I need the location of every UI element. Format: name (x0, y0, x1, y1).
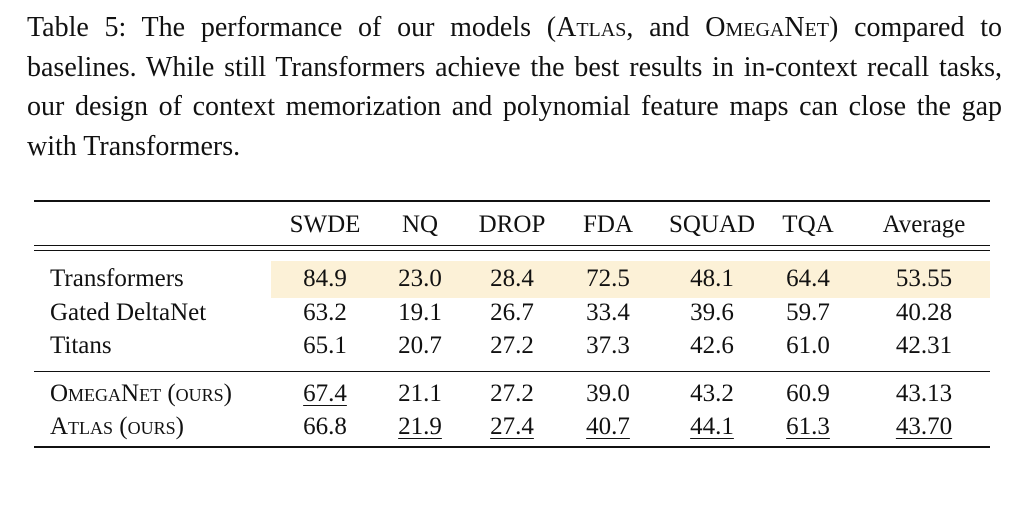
table-cell (280, 379, 370, 409)
table-cell (280, 264, 370, 294)
cell-value: 64.4 (786, 265, 830, 292)
row-model-name: Transformers (50, 265, 184, 292)
cell-value: 37.3 (586, 332, 630, 359)
table-cell (763, 379, 853, 409)
table-cell (467, 298, 557, 328)
table-cell (467, 379, 557, 409)
table-cell (667, 379, 757, 409)
column-header: SQUAD (668, 211, 756, 238)
row-model-name: OmegaNet (ours) (50, 380, 233, 407)
table-caption (27, 8, 1002, 166)
table-cell (467, 331, 557, 361)
cell-value: 20.7 (398, 332, 442, 359)
row-model-name: Atlas (ours) (50, 413, 184, 440)
table-cell (467, 264, 557, 294)
cell-value: 40.28 (895, 299, 953, 326)
cell-value: 59.7 (786, 299, 830, 326)
cell-value: 27.4 (490, 413, 534, 440)
table-cell (375, 379, 465, 409)
cell-value: 84.9 (303, 265, 347, 292)
cell-value: 53.55 (895, 265, 953, 292)
column-header: TQA (782, 211, 834, 238)
cell-value: 61.0 (786, 332, 830, 359)
cell-value: 43.13 (895, 380, 953, 407)
cell-value: 66.8 (303, 413, 347, 440)
table-cell (280, 331, 370, 361)
cell-value: 39.6 (690, 299, 734, 326)
table-cell (280, 298, 370, 328)
cell-value: 39.0 (586, 380, 630, 407)
table-cell (467, 412, 557, 442)
cell-value: 27.2 (490, 380, 534, 407)
column-header: FDA (582, 211, 633, 238)
cell-value: 72.5 (586, 265, 630, 292)
cell-value: 43.70 (895, 413, 953, 440)
cell-value: 43.2 (690, 380, 734, 407)
table-cell (879, 379, 969, 409)
table-cell (563, 379, 653, 409)
cell-value: 19.1 (398, 299, 442, 326)
header-rule-2 (34, 250, 990, 251)
table-cell (879, 264, 969, 294)
table-cell (763, 331, 853, 361)
cell-value: 23.0 (398, 265, 442, 292)
table-cell (563, 412, 653, 442)
caption-text-3: ) compared to baselines. While still Transformers achieve the best results in in-context recall tasks, our design of context memorization and polynomial feature maps can close the gap with Transformers. (27, 12, 1003, 162)
cell-value: 65.1 (303, 332, 347, 359)
cell-value: 61.3 (786, 413, 830, 440)
cell-value: 48.1 (690, 265, 734, 292)
cell-value: 21.1 (398, 380, 442, 407)
column-header: Average (882, 211, 966, 238)
header-rule-1 (34, 245, 990, 246)
table-cell (375, 331, 465, 361)
table-cell (763, 264, 853, 294)
table-cell (879, 412, 969, 442)
table-cell (563, 264, 653, 294)
cell-value: 26.7 (490, 299, 534, 326)
cell-value: 28.4 (490, 265, 534, 292)
cell-value: 67.4 (303, 380, 347, 407)
table-cell (563, 331, 653, 361)
table-cell (667, 298, 757, 328)
column-header: SWDE (289, 211, 361, 238)
table-cell (763, 298, 853, 328)
caption-omeganet: OmegaNet (705, 12, 830, 43)
cell-value: 33.4 (586, 299, 630, 326)
table-cell (667, 331, 757, 361)
table-cell (879, 298, 969, 328)
caption-label: Table 5: (27, 12, 127, 43)
table-cell (375, 264, 465, 294)
cell-value: 42.6 (690, 332, 734, 359)
group-separator-rule (34, 371, 990, 372)
table-cell (280, 412, 370, 442)
caption-atlas: Atlas (556, 12, 627, 43)
caption-text-2: , and (626, 12, 706, 43)
bottom-rule (34, 446, 990, 448)
table-cell (763, 412, 853, 442)
table-cell (375, 298, 465, 328)
cell-value: 63.2 (303, 299, 347, 326)
column-header: NQ (401, 211, 439, 238)
table-cell (375, 412, 465, 442)
cell-value: 27.2 (490, 332, 534, 359)
row-model-name: Titans (50, 332, 112, 359)
table-cell (667, 264, 757, 294)
cell-value: 21.9 (398, 413, 442, 440)
cell-value: 60.9 (786, 380, 830, 407)
cell-value: 42.31 (895, 332, 953, 359)
table-cell (879, 331, 969, 361)
cell-value: 44.1 (690, 413, 734, 440)
cell-value: 40.7 (586, 413, 630, 440)
column-header: DROP (478, 211, 546, 238)
table-cell (667, 412, 757, 442)
caption-text-1: The performance of our models ( (126, 12, 557, 43)
top-rule (34, 200, 990, 202)
row-model-name: Gated DeltaNet (50, 299, 207, 326)
table-cell (563, 298, 653, 328)
